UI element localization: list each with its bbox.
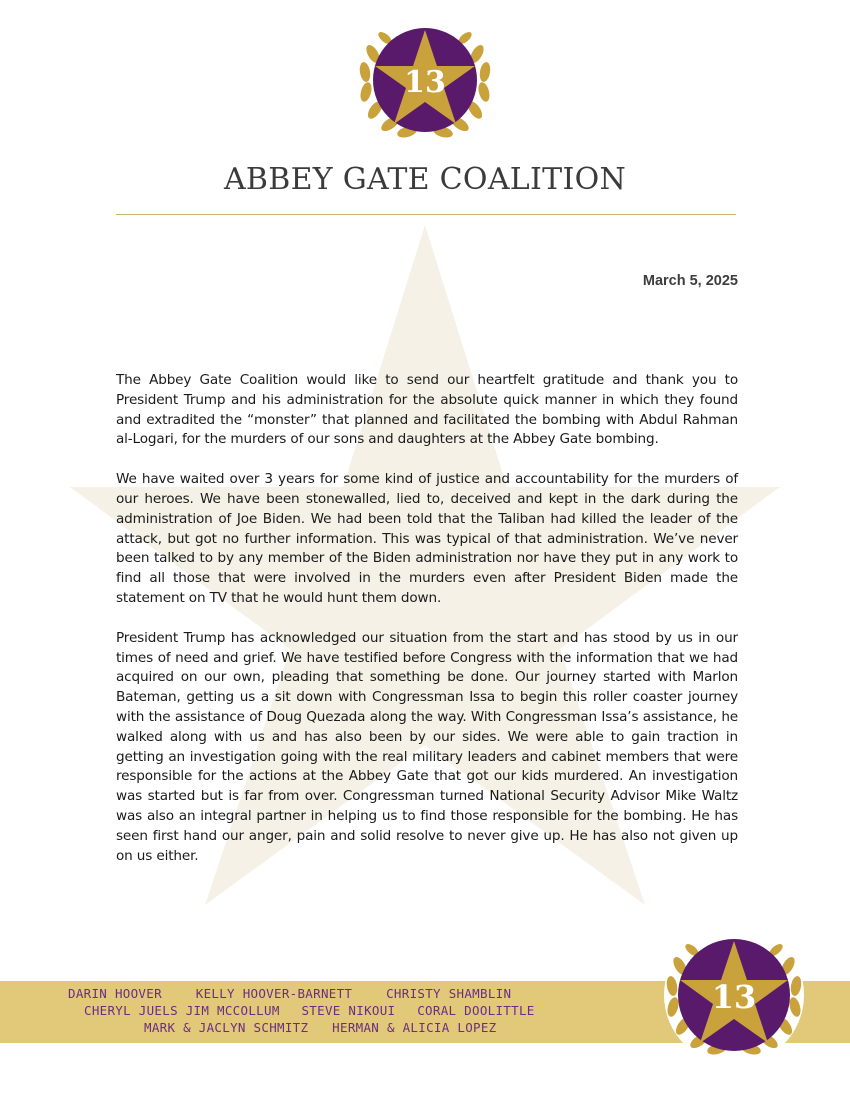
organization-title: ABBEY GATE COALITION bbox=[223, 162, 627, 197]
member-row bbox=[84, 1003, 549, 1018]
title-divider bbox=[116, 214, 736, 215]
seal-number: 13 bbox=[711, 978, 757, 1016]
member-name: KELLY HOOVER-BARNETT bbox=[195, 986, 353, 1001]
paragraph: The Abbey Gate Coalition would like to send our heartfelt gratitude and thank you to President Trump and his administration for the absolute quick manner in which they found and extradited the “monster” that planned and facilitated the bombing with Abdul Rahman al-Logari, for the murders of our sons and daughters at the Abbey Gate bombing. bbox=[116, 372, 738, 448]
paragraph: We have waited over 3 years for some kind of justice and accountability for the murders of our heroes. We have been stonewalled, lied to, deceived and kept in the dark during the administration of Joe Biden. We had been told that the Taliban had killed the leader of the attack, but got no further information. This was typical of that administration. We’ve never been talked to by any member of the Biden administration nor have they put in any work to find all those that were involved in the murders even after President Biden made the statement on TV that he would hunt them down. bbox=[116, 471, 738, 606]
letter-body bbox=[116, 371, 738, 886]
seal-number: 13 bbox=[404, 65, 446, 100]
member-name: HERMAN & ALICIA LOPEZ bbox=[332, 1020, 497, 1035]
member-name: CHRISTY SHAMBLIN bbox=[386, 986, 512, 1001]
member-row bbox=[68, 986, 537, 1001]
member-row bbox=[144, 1020, 513, 1035]
footer-seal-logo bbox=[656, 924, 812, 1066]
letter-date: March 5, 2025 bbox=[642, 273, 738, 289]
top-seal-logo bbox=[355, 14, 495, 144]
paragraph: President Trump has acknowledged our situation from the start and has stood by us in our times of need and grief. We have testified before Congress with the information that we had acquired on our own, pleading that something be done. Our journey started with Marlon Bateman, getting us a sit down with Congressman Issa to begin this roller coaster journey with the assistance of Doug Quezada along the way. With Congressman Issa’s assistance, he walked along with us and has also been by our sides. We were able to gain traction in getting an investigation going with the real military leaders and cabinet members that were responsible for the actions at the Abbey Gate that got our kids murdered. An investigation was started but is far from over. Congressman turned National Security Advisor Mike Waltz was also an integral partner in helping us to find those responsible for the bombing. He has seen first hand our anger, pain and solid resolve to never give up. He has also not given up on us either. bbox=[116, 629, 738, 864]
member-name: MARK & JACLYN SCHMITZ bbox=[144, 1020, 309, 1035]
member-name: CHERYL JUELS JIM MCCOLLUM bbox=[84, 1003, 280, 1018]
member-name: STEVE NIKOUI bbox=[301, 1003, 396, 1018]
member-name: DARIN HOOVER bbox=[68, 986, 162, 1001]
member-name: CORAL DOOLITTLE bbox=[417, 1003, 535, 1018]
